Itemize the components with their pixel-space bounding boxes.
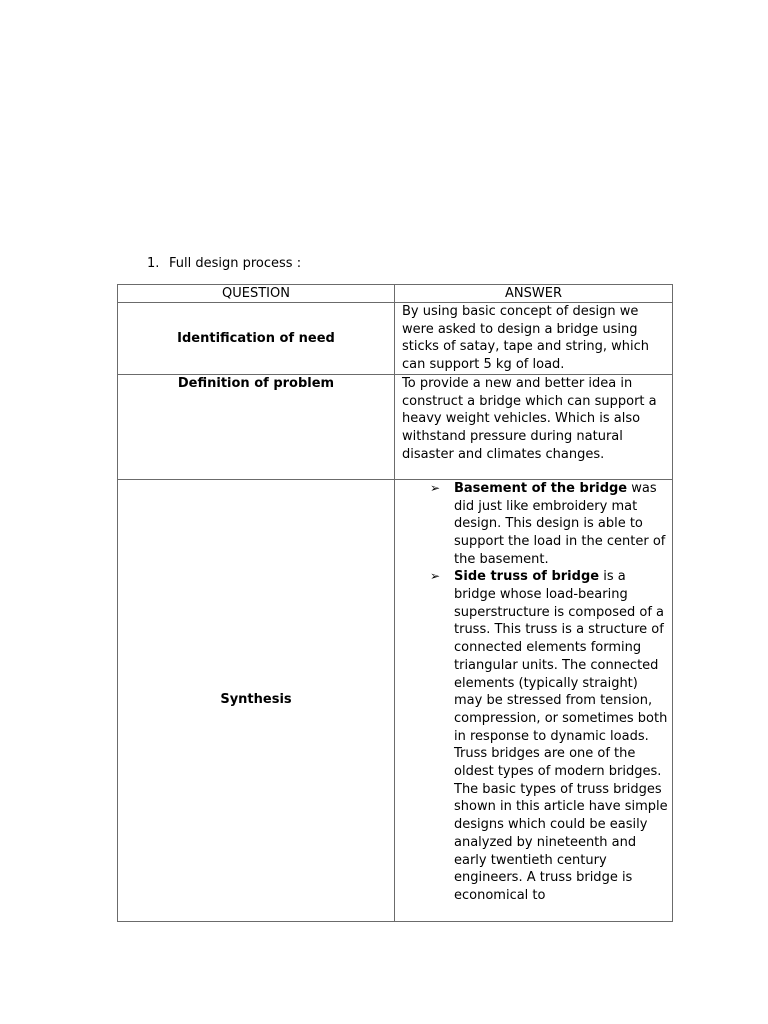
bullet-text: was did just like embroidery mat design. This design is able to support the load in the center of the basement. — [454, 480, 666, 567]
table-row — [118, 479, 673, 921]
bullet-bold-text: Side truss of bridge — [454, 569, 600, 585]
question-cell: Definition of problem — [118, 374, 395, 479]
question-cell: Identification of need — [118, 303, 395, 375]
bullet-bold-text: Basement of the bridge — [454, 480, 628, 496]
question-cell: Synthesis — [118, 479, 395, 921]
answer-cell: To provide a new and better idea in construct a bridge which can support a heavy weight vehicles. Which is also withstand pressure during natural disaster and climates changes. — [395, 374, 673, 479]
section-heading — [147, 255, 301, 273]
bullet-text: is a bridge whose load-bearing superstructure is composed of a truss. This truss is a structure of connected elements forming triangular units. The connected elements (typically straight) may be stressed from tension, compression, or sometimes both in response to dynamic loads. Truss bridges are one of the oldest types of modern bridges. The basic types of truss bridges shown in this article have simple designs which could be easily analyzed by nineteenth and early twentieth century engineers. A truss bridge is economical to — [454, 569, 668, 903]
heading-text: Full design process : — [169, 256, 302, 271]
table-row — [118, 374, 673, 479]
list-item — [428, 568, 668, 904]
arrow-bullet-icon: ➢ — [430, 569, 441, 584]
bullet-list — [402, 480, 668, 905]
answer-cell — [395, 479, 673, 921]
list-item — [428, 480, 668, 569]
list-number: 1. — [147, 256, 160, 271]
answer-column-header: ANSWER — [395, 285, 673, 303]
table-header-row — [118, 285, 673, 303]
answer-cell: By using basic concept of design we were asked to design a bridge using sticks of satay, tape and string, which can support 5 kg of load. — [395, 303, 673, 375]
arrow-bullet-icon: ➢ — [430, 480, 441, 495]
design-process-table — [117, 284, 673, 922]
table-row — [118, 303, 673, 375]
question-column-header: QUESTION — [118, 285, 395, 303]
